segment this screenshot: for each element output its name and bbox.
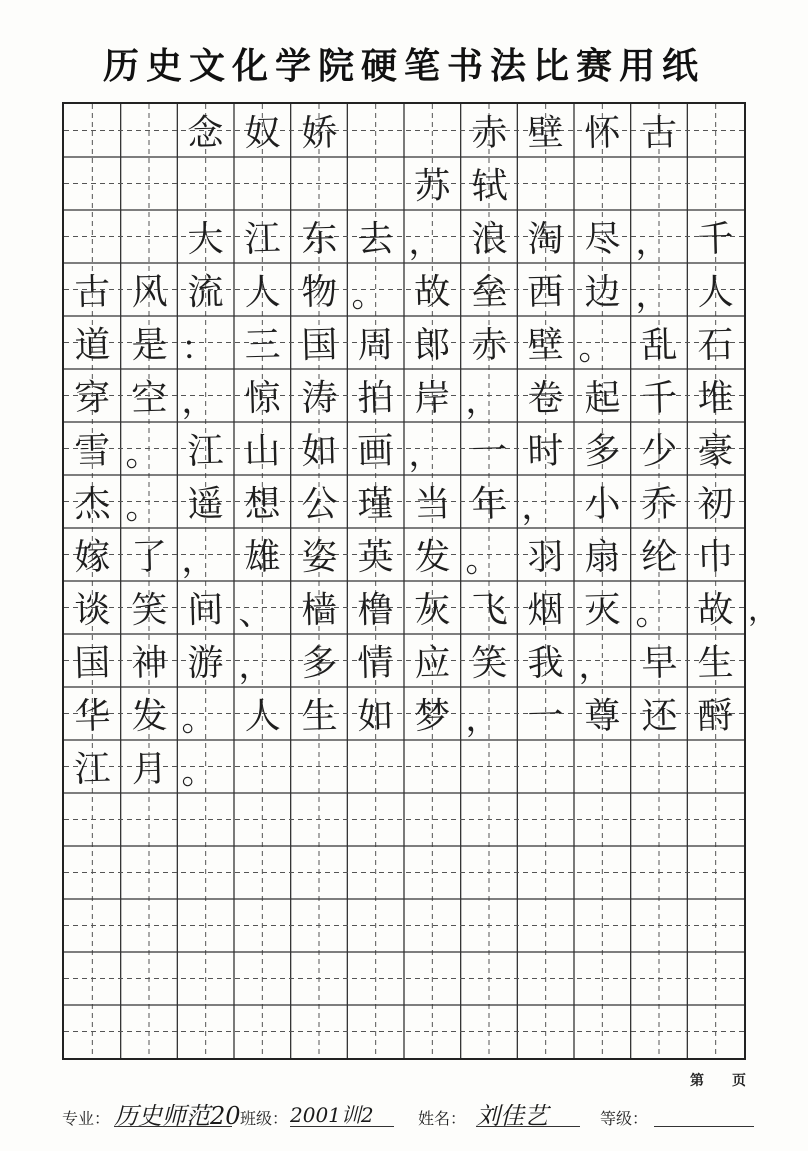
grid-character: 奴: [243, 112, 281, 155]
grid-character: 故: [697, 589, 735, 632]
grid-character: ，: [407, 221, 443, 263]
grid-character: 人: [243, 695, 281, 738]
grid-character: 。: [464, 539, 500, 581]
grid-character: 梦: [413, 695, 451, 738]
grid-character: 当: [413, 483, 451, 526]
grid-character: 嫁: [73, 536, 111, 579]
major-underline: [114, 1126, 232, 1127]
grid-character: 乱: [640, 324, 678, 367]
major-value[interactable]: 历史师范20: [114, 1102, 241, 1130]
grid-character: 发: [130, 695, 168, 738]
grid-character: 壁: [527, 112, 565, 155]
grid-character: 去: [357, 218, 395, 261]
grid-character: 月: [130, 748, 168, 791]
grid-character: 轼: [470, 165, 508, 208]
grid-character: 空: [130, 377, 168, 420]
grid-character: 一: [470, 430, 508, 473]
grid-character: 乔: [640, 483, 678, 526]
page-prefix: 第: [690, 1073, 704, 1089]
grid-character: 一: [527, 695, 565, 738]
grid-character: 发: [413, 536, 451, 579]
grid-character: 瑾: [357, 483, 395, 526]
grid-character: 初: [697, 483, 735, 526]
grid-character: 穿: [73, 377, 111, 420]
grid-character: 大: [187, 218, 225, 261]
grid-character: 岸: [413, 377, 451, 420]
grid-character: 人: [243, 271, 281, 314]
grid-character: ，: [237, 645, 273, 687]
grid-character: 灭: [583, 589, 621, 632]
grid-character: 。: [577, 327, 613, 369]
grid-character: 生: [697, 642, 735, 685]
grid-character: 古: [640, 112, 678, 155]
grid-character: 江: [187, 430, 225, 473]
grid-character: 游: [187, 642, 225, 685]
grid-character: 生: [300, 695, 338, 738]
writing-grid: [62, 102, 746, 1060]
grid-character: 多: [300, 642, 338, 685]
grid-character: ，: [520, 486, 556, 528]
name-label: 姓名：: [418, 1109, 467, 1128]
grid-character: 想: [243, 483, 281, 526]
info-footer: [62, 1096, 762, 1130]
grid-character: 苏: [413, 165, 451, 208]
grid-character: 流: [187, 271, 225, 314]
grid-character: 画: [357, 430, 395, 473]
grid-character: ：: [180, 327, 216, 369]
grid-character: 尊: [583, 695, 621, 738]
grid-character: 。: [124, 433, 160, 475]
grid-character: 杰: [73, 483, 111, 526]
grid-character: 豪: [697, 430, 735, 473]
grid-character: 灰: [413, 589, 451, 632]
grid-character: 拍: [357, 377, 395, 420]
grid-character: 国: [300, 324, 338, 367]
grid-character: 飞: [470, 589, 508, 632]
grid-character: 姿: [300, 536, 338, 579]
grid-character: 起: [583, 377, 621, 420]
grid-character: 尽: [583, 218, 621, 261]
grade-underline: [654, 1126, 754, 1127]
grid-character: 念: [187, 112, 225, 155]
grid-character: 如: [300, 430, 338, 473]
grid-character: 酹: [697, 695, 735, 738]
grid-character: 三: [243, 324, 281, 367]
grid-character: 年: [470, 483, 508, 526]
grid-character: ，: [464, 380, 500, 422]
grid-character: 谈: [73, 589, 111, 632]
grid-character: 应: [413, 642, 451, 685]
grid-character: 。: [634, 592, 670, 634]
grid-character: 壁: [527, 324, 565, 367]
grid-character: 、: [237, 592, 273, 634]
grid-character: 怀: [583, 112, 621, 155]
grid-character: 英: [357, 536, 395, 579]
grid-character: 边: [583, 271, 621, 314]
grid-character: 国: [73, 642, 111, 685]
grid-character: 故: [413, 271, 451, 314]
grid-character: 浪: [470, 218, 508, 261]
grid-character: 淘: [527, 218, 565, 261]
grid-character: 樯: [300, 589, 338, 632]
grid-character: 江: [73, 748, 111, 791]
grid-character: 橹: [357, 589, 395, 632]
grid-character: 烟: [527, 589, 565, 632]
grid-character: 惊: [243, 377, 281, 420]
grid-character: 涛: [300, 377, 338, 420]
grid-character: 。: [350, 274, 386, 316]
grid-character: ，: [407, 433, 443, 475]
grid-character: 少: [640, 430, 678, 473]
grid-character: 小: [583, 483, 621, 526]
grid-character: 扇: [583, 536, 621, 579]
grid-character: 风: [130, 271, 168, 314]
page-suffix: 页: [732, 1073, 746, 1089]
grid-character: 道: [73, 324, 111, 367]
grid-character: 如: [357, 695, 395, 738]
grid-character: 物: [300, 271, 338, 314]
grid-character: 山: [243, 430, 281, 473]
grid-character: 古: [73, 271, 111, 314]
grid-character: 。: [180, 698, 216, 740]
grid-character: 间: [187, 589, 225, 632]
grid-character: 还: [640, 695, 678, 738]
grid-character: 巾: [697, 536, 735, 579]
paper-title: 历史文化学院硬笔书法比赛用纸: [102, 45, 705, 87]
grid-character: 赤: [470, 324, 508, 367]
grid-character: 多: [583, 430, 621, 473]
grid-character: 石: [697, 324, 735, 367]
grid-character: 是: [130, 324, 168, 367]
grid-character: 卷: [527, 377, 565, 420]
grid-character: 郎: [413, 324, 451, 367]
grid-character: 情: [357, 642, 395, 685]
grid-character: 笑: [130, 589, 168, 632]
name-underline: [476, 1126, 580, 1127]
grid-character: 堆: [697, 377, 735, 420]
grid-character: 纶: [640, 536, 678, 579]
grid-character: ，: [634, 221, 670, 263]
page-number-label: [690, 1070, 746, 1090]
grid-character: ，: [180, 380, 216, 422]
grid-character: 赤: [470, 112, 508, 155]
grid-character: 雄: [243, 536, 281, 579]
margin-comma: ，: [748, 593, 778, 628]
grid-character: 时: [527, 430, 565, 473]
name-value[interactable]: 刘佳艺: [476, 1102, 548, 1130]
grid-character: 江: [243, 218, 281, 261]
grid-character: 公: [300, 483, 338, 526]
grid-character: 羽: [527, 536, 565, 579]
grid-character: ，: [577, 645, 613, 687]
grid-character: 遥: [187, 483, 225, 526]
class-label: 班级：: [240, 1109, 289, 1128]
grid-character: 千: [697, 218, 735, 261]
grid-character: 神: [130, 642, 168, 685]
class-value[interactable]: 2001训2: [290, 1103, 374, 1127]
grid-character: ，: [180, 539, 216, 581]
grid-character: 。: [180, 751, 216, 793]
grid-character: 千: [640, 377, 678, 420]
grid-character: 。: [124, 486, 160, 528]
grid-character: 华: [73, 695, 111, 738]
grid-character: 笑: [470, 642, 508, 685]
grid-character: 人: [697, 271, 735, 314]
grid-character: 周: [357, 324, 395, 367]
class-underline: [290, 1126, 394, 1127]
grid-character: 雪: [73, 430, 111, 473]
grid-character: 垒: [470, 271, 508, 314]
major-label: 专业：: [62, 1109, 111, 1128]
grid-character: 西: [527, 271, 565, 314]
grid-character: 东: [300, 218, 338, 261]
grid-character: 娇: [300, 112, 338, 155]
grade-label: 等级：: [600, 1109, 649, 1128]
grid-character: 早: [640, 642, 678, 685]
grid-character: ，: [464, 698, 500, 740]
grid-character: ，: [634, 274, 670, 316]
grid-character: 了: [130, 536, 168, 579]
grid-character: 我: [527, 642, 565, 685]
